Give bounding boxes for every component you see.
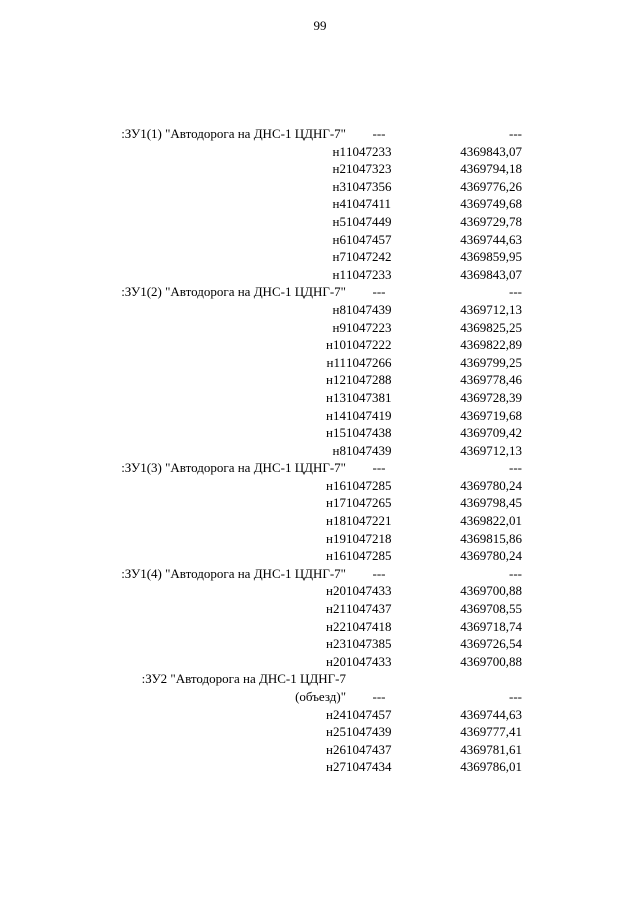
point-row — [78, 266, 522, 284]
parcel-title: :ЗУ1(2) "Автодорога на ДНС-1 ЦДНГ-7" — [121, 284, 346, 300]
point-y: 4369712,13 — [460, 442, 522, 458]
point-row — [78, 741, 522, 759]
point-id: н3 — [332, 178, 346, 194]
point-id: н23 — [326, 636, 346, 652]
point-x: 1047439 — [346, 724, 392, 740]
parcel-header-row — [78, 459, 522, 477]
point-x: 1047218 — [346, 530, 392, 546]
point-id: н24 — [326, 706, 346, 722]
y-dash: --- — [509, 460, 522, 476]
point-row — [78, 213, 522, 231]
point-y: 4369815,86 — [460, 530, 522, 546]
point-x: 1047221 — [346, 513, 392, 529]
point-x: 1047242 — [346, 249, 392, 265]
point-y: 4369781,61 — [460, 741, 522, 757]
point-x: 1047233 — [346, 143, 392, 159]
parcel-title: :ЗУ1(1) "Автодорога на ДНС-1 ЦДНГ-7" — [121, 126, 346, 141]
point-y: 4369708,55 — [460, 601, 522, 617]
last-parcel-header-row-1 — [78, 670, 522, 688]
point-id: н15 — [326, 425, 346, 441]
point-id: н13 — [326, 389, 346, 405]
point-y: 4369728,39 — [460, 389, 522, 405]
point-y: 4369778,46 — [460, 372, 522, 388]
point-id: н5 — [332, 213, 346, 229]
last-parcel-x-dash: --- — [372, 689, 386, 704]
point-x: 1047433 — [346, 583, 392, 599]
point-y: 4369799,25 — [460, 354, 522, 370]
point-x: 1047233 — [346, 266, 392, 282]
point-x: 1047385 — [346, 636, 392, 652]
point-y: 4369780,24 — [460, 477, 522, 493]
point-y: 4369822,89 — [460, 337, 522, 353]
point-id: н8 — [332, 301, 346, 317]
point-x: 1047265 — [346, 495, 392, 511]
point-x: 1047439 — [346, 301, 392, 317]
point-y: 4369719,68 — [460, 407, 522, 423]
point-y: 4369798,45 — [460, 495, 522, 511]
point-y: 4369786,01 — [460, 759, 522, 775]
point-id: н12 — [326, 372, 346, 388]
point-x: 1047439 — [346, 442, 392, 458]
point-y: 4369744,63 — [460, 706, 522, 722]
parcel-header-row — [78, 565, 522, 583]
point-row — [78, 442, 522, 460]
y-dash: --- — [509, 284, 522, 300]
point-row — [78, 319, 522, 337]
point-y: 4369729,78 — [460, 213, 522, 229]
parcel-title: :ЗУ1(4) "Автодорога на ДНС-1 ЦДНГ-7" — [121, 565, 346, 581]
point-x: 1047434 — [346, 759, 392, 775]
point-id: н1 — [332, 266, 346, 282]
point-id: н20 — [326, 583, 346, 599]
point-y: 4369709,42 — [460, 425, 522, 441]
point-row — [78, 354, 522, 372]
point-id: н16 — [326, 548, 346, 564]
last-parcel-header-row-2 — [78, 688, 522, 706]
point-id: н6 — [332, 231, 346, 247]
point-y: 4369700,88 — [460, 653, 522, 669]
point-id: н1 — [332, 143, 346, 159]
point-y: 4369700,88 — [460, 583, 522, 599]
point-row — [78, 706, 522, 724]
point-id: н16 — [326, 477, 346, 493]
x-dash: --- — [372, 460, 386, 476]
point-id: н2 — [332, 161, 346, 177]
page-number: 99 — [313, 18, 327, 33]
point-row — [78, 653, 522, 671]
point-row — [78, 195, 522, 213]
point-id: н11 — [326, 354, 346, 370]
point-id: н22 — [326, 618, 346, 634]
point-y: 4369859,95 — [460, 249, 522, 265]
point-x: 1047437 — [346, 741, 392, 757]
coordinates-table — [78, 125, 522, 776]
point-x: 1047433 — [346, 653, 392, 669]
point-y: 4369749,68 — [460, 196, 522, 212]
point-y: 4369726,54 — [460, 636, 522, 652]
point-x: 1047222 — [346, 337, 392, 353]
point-y: 4369794,18 — [460, 161, 522, 177]
point-row — [78, 371, 522, 389]
point-y: 4369825,25 — [460, 319, 522, 335]
point-id: н27 — [326, 759, 346, 775]
point-id: н20 — [326, 653, 346, 669]
parcel-header-row — [78, 283, 522, 301]
point-x: 1047288 — [346, 372, 392, 388]
point-y: 4369843,07 — [460, 143, 522, 159]
last-parcel-title-line2: (объезд)" — [295, 689, 346, 704]
point-row — [78, 336, 522, 354]
coordinates-table-body — [78, 125, 522, 776]
point-y: 4369777,41 — [460, 724, 522, 740]
point-id: н10 — [326, 337, 346, 353]
parcel-header-row — [78, 125, 522, 143]
point-row — [78, 723, 522, 741]
point-x: 1047266 — [346, 354, 392, 370]
point-id: н25 — [326, 724, 346, 740]
point-row — [78, 582, 522, 600]
point-row — [78, 160, 522, 178]
point-y: 4369712,13 — [460, 301, 522, 317]
point-row — [78, 231, 522, 249]
point-row — [78, 618, 522, 636]
point-id: н19 — [326, 530, 346, 546]
point-y: 4369776,26 — [460, 178, 522, 194]
point-row — [78, 530, 522, 548]
point-id: н17 — [326, 495, 346, 511]
point-x: 1047223 — [346, 319, 392, 335]
point-row — [78, 178, 522, 196]
point-x: 1047449 — [346, 213, 392, 229]
point-x: 1047411 — [346, 196, 392, 212]
point-row — [78, 635, 522, 653]
last-parcel-y-dash: --- — [509, 689, 522, 704]
point-id: н14 — [326, 407, 346, 423]
point-row — [78, 547, 522, 565]
point-id: н7 — [332, 249, 346, 265]
y-dash: --- — [509, 565, 522, 581]
point-x: 1047437 — [346, 601, 392, 617]
point-id: н9 — [332, 319, 346, 335]
point-row — [78, 248, 522, 266]
point-row — [78, 477, 522, 495]
point-x: 1047457 — [346, 231, 392, 247]
point-y: 4369780,24 — [460, 548, 522, 564]
point-x: 1047418 — [346, 618, 392, 634]
point-x: 1047323 — [346, 161, 392, 177]
point-row — [78, 407, 522, 425]
last-parcel-title-line1: :ЗУ2 "Автодорога на ДНС-1 ЦДНГ-7 — [141, 671, 346, 687]
point-row — [78, 424, 522, 442]
point-x: 1047419 — [346, 407, 392, 423]
x-dash: --- — [372, 565, 386, 581]
y-dash: --- — [509, 126, 522, 141]
point-y: 4369822,01 — [460, 513, 522, 529]
point-row — [78, 512, 522, 530]
point-y: 4369843,07 — [460, 266, 522, 282]
point-row — [78, 143, 522, 161]
point-x: 1047438 — [346, 425, 392, 441]
point-id: н4 — [332, 196, 346, 212]
parcel-title: :ЗУ1(3) "Автодорога на ДНС-1 ЦДНГ-7" — [121, 460, 346, 476]
point-id: н21 — [326, 601, 346, 617]
point-x: 1047285 — [346, 477, 392, 493]
point-x: 1047356 — [346, 178, 392, 194]
point-x: 1047381 — [346, 389, 392, 405]
point-x: 1047457 — [346, 706, 392, 722]
point-row — [78, 758, 522, 776]
point-id: н18 — [326, 513, 346, 529]
x-dash: --- — [372, 126, 386, 141]
point-row — [78, 301, 522, 319]
point-row — [78, 389, 522, 407]
point-y: 4369718,74 — [460, 618, 522, 634]
point-id: н26 — [326, 741, 346, 757]
point-row — [78, 494, 522, 512]
point-id: н8 — [332, 442, 346, 458]
point-x: 1047285 — [346, 548, 392, 564]
point-row — [78, 600, 522, 618]
x-dash: --- — [372, 284, 386, 300]
point-y: 4369744,63 — [460, 231, 522, 247]
